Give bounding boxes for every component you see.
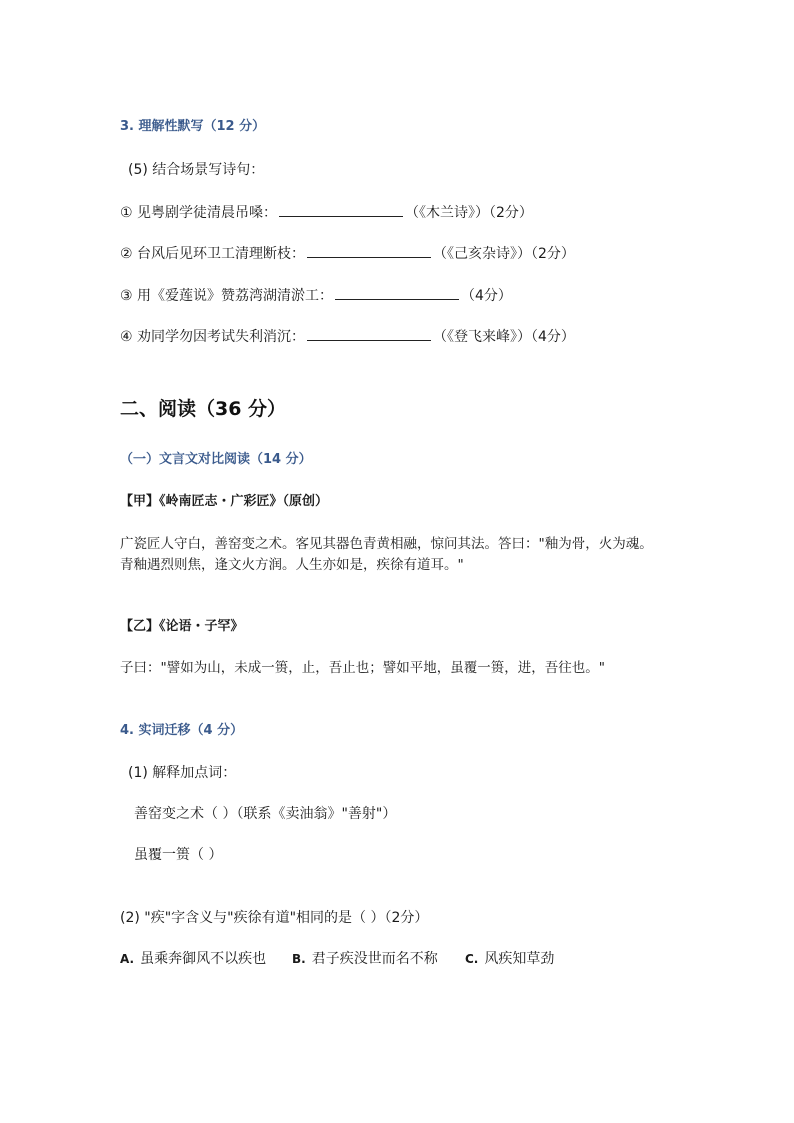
q3-item-3 (120, 285, 512, 305)
q3-item-1-prefix: ① 见粤剧学徒清晨吊嗓： (120, 205, 278, 221)
q3-item-4-suffix: （《登飞来峰》）（4分） (433, 329, 575, 345)
q3-item-2-prefix: ② 台风后见环卫工清理断枝： (120, 246, 306, 262)
option-a[interactable] (120, 950, 266, 968)
q4-line-1: 善窑变之术（ ）（联系《卖油翁》"善射"） (134, 806, 397, 822)
section-heading: 二、阅读（36 分） (120, 398, 287, 420)
q4-line-2: 虽覆一篑（ ） (134, 847, 223, 863)
option-a-text: 虽乘奔御风不以疾也 (140, 951, 267, 967)
answer-blank-4[interactable] (307, 326, 431, 341)
option-b[interactable] (292, 950, 438, 968)
q3-item-4-prefix: ④ 劝同学勿因考试失利消沉： (120, 329, 306, 345)
q3-item-1 (120, 202, 533, 222)
q4-title: 4. 实词迁移（4 分） (120, 723, 244, 738)
jia-text-line-2: 青釉遇烈则焦，逢文火方润。人生亦如是，疾徐有道耳。" (120, 557, 464, 573)
answer-blank-3[interactable] (335, 285, 459, 300)
option-b-label: B. (292, 952, 306, 966)
q4-sub2: (2) "疾"字含义与"疾徐有道"相同的是（ ）（2分） (120, 910, 429, 926)
q3-item-3-suffix: （4分） (461, 288, 512, 304)
option-b-text: 君子疾没世而名不称 (311, 951, 438, 967)
jia-title: 【甲】《岭南匠志・广彩匠》（原创） (120, 494, 329, 509)
jia-text-line-1: 广瓷匠人守白，善窑变之术。客见其器色青黄相融，惊问其法。答曰："釉为骨，火为魂。 (120, 536, 653, 552)
option-c-label: C. (465, 952, 479, 966)
option-a-label: A. (120, 952, 135, 966)
q3-item-4 (120, 326, 575, 346)
q3-subtitle: (5) 结合场景写诗句： (128, 162, 265, 178)
q3-item-1-suffix: （《木兰诗》）（2分） (405, 205, 533, 221)
q3-item-2 (120, 243, 575, 263)
q3-item-2-suffix: （《己亥杂诗》）（2分） (433, 246, 575, 262)
q3-item-3-prefix: ③ 用《爱莲说》赞荔湾湖清淤工： (120, 288, 334, 304)
q3-title: 3. 理解性默写（12 分） (120, 119, 266, 134)
part1-title: （一）文言文对比阅读（14 分） (120, 452, 312, 467)
q4-sub1: (1) 解释加点词： (128, 765, 237, 781)
answer-blank-1[interactable] (279, 202, 403, 217)
yi-text: 子曰："譬如为山，未成一篑，止，吾止也；譬如平地，虽覆一篑，进，吾往也。" (120, 660, 605, 676)
option-c-text: 风疾知草劲 (484, 951, 555, 967)
yi-title: 【乙】《论语・子罕》 (120, 619, 244, 634)
option-c[interactable] (465, 950, 554, 968)
answer-blank-2[interactable] (307, 243, 431, 258)
